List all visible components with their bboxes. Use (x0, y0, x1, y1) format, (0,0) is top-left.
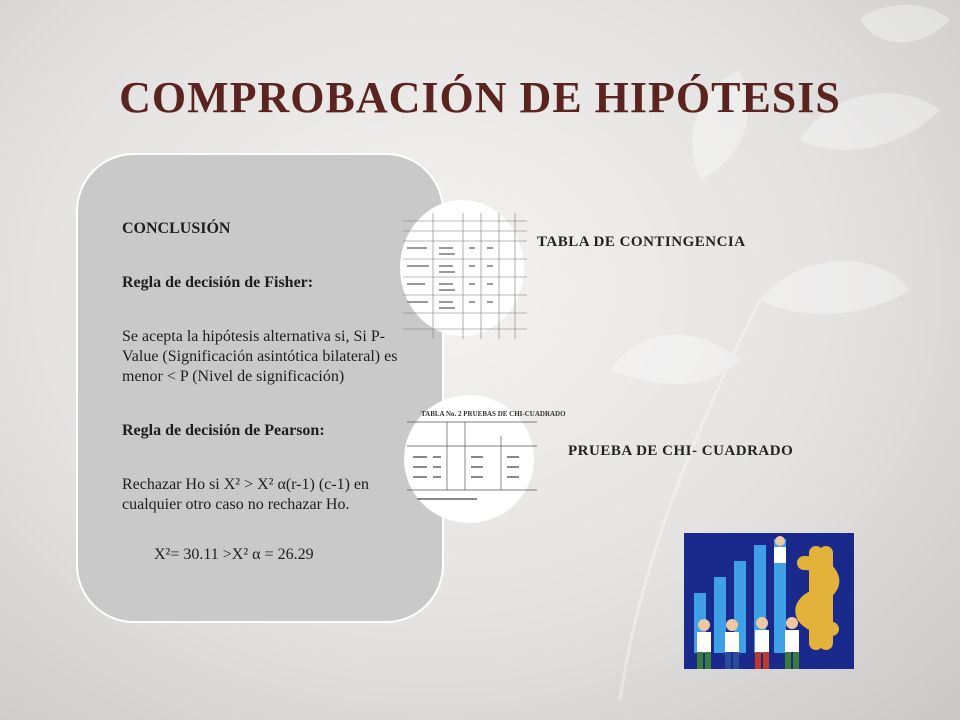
business-growth-clipart (684, 533, 854, 669)
contingency-table-label: TABLA DE CONTINGENCIA (537, 234, 746, 250)
chi-table-title: TABLA No. 2 PRUEBAS DE CHI-CUADRADO (421, 410, 566, 418)
fisher-rule-text: Se acepta la hipótesis alternativa si, Si P-Value (Significación asintótica bilateral) es menor < P (Nivel de significación) (122, 328, 398, 385)
conclusion-heading: CONCLUSIÓN (122, 220, 231, 237)
chi-square-table-thumbnail (404, 395, 566, 523)
chi-square-result: X²= 30.11 >X² α = 26.29 (154, 546, 314, 563)
chi-square-test-label: PRUEBA DE CHI- CUADRADO (568, 443, 794, 459)
conclusion-text (122, 219, 412, 565)
fisher-rule-heading: Regla de decisión de Fisher: (122, 274, 314, 291)
chi-square-table-image (407, 398, 566, 526)
contingency-table-thumbnail (400, 200, 524, 336)
conclusion-panel (76, 153, 444, 623)
pearson-rule-text: Rechazar Ho si X² > X² α(r-1) (c-1) en cualquier otro caso no rechazar Ho. (122, 476, 370, 513)
contingency-table-image (403, 203, 527, 339)
slide-title: COMPROBACIÓN DE HIPÓTESIS (119, 73, 841, 122)
pearson-rule-heading: Regla de decisión de Pearson: (122, 422, 325, 439)
